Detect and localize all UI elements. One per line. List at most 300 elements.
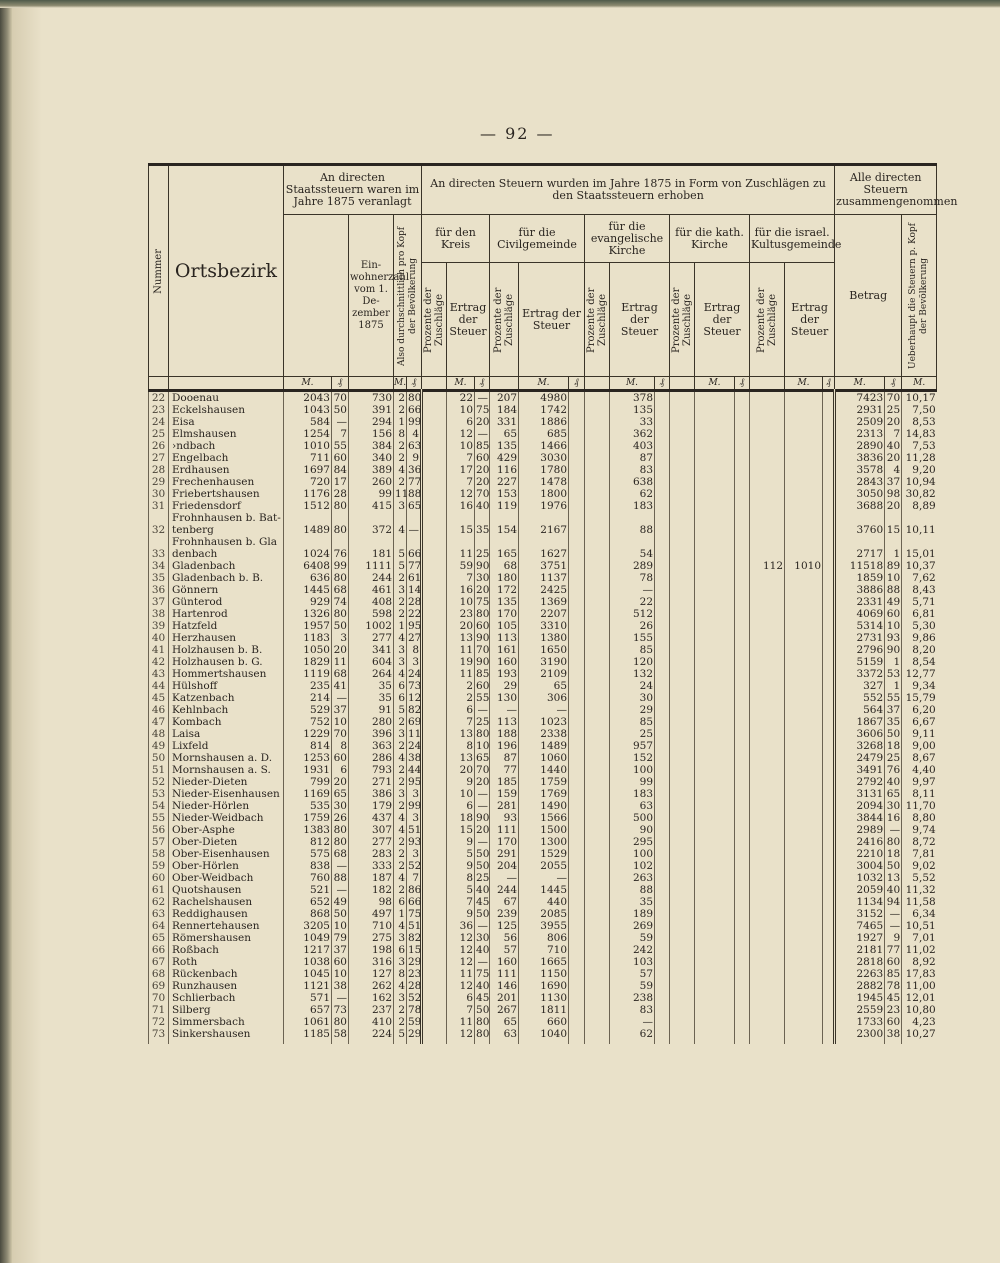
- cell-civil-ertrag-m: 1150: [519, 968, 569, 980]
- cell-civil-ertrag-m: 1759: [519, 776, 569, 788]
- cell-pro-kopf: 10,37: [902, 560, 937, 572]
- cell-nummer: 57: [149, 836, 169, 848]
- cell-pro-kopf: 10,11: [902, 512, 937, 536]
- cell-ev-ertrag-m: 500: [610, 812, 655, 824]
- cell-betrag-pf: 1: [885, 680, 902, 692]
- cell-betrag-pf: 88: [885, 584, 902, 596]
- cell-ortsbezirk: Römershausen: [169, 932, 284, 944]
- cell-betrag-pf: 20: [885, 416, 902, 428]
- cell-einwohner: 264: [349, 668, 394, 680]
- cell-empty: [569, 800, 585, 812]
- cell-kopf-pf: 52: [408, 860, 422, 872]
- unit-label: M.: [284, 377, 332, 391]
- cell-betrag-pf: 4: [885, 464, 902, 476]
- cell-kreis-ertrag-pf: 40: [476, 944, 490, 956]
- cell-empty: [695, 620, 735, 632]
- cell-empty: [585, 584, 610, 596]
- cell-nummer: 31: [149, 500, 169, 512]
- cell-ev-ertrag-m: 87: [610, 452, 655, 464]
- cell-kopf-pf: 93: [408, 836, 422, 848]
- unit-label: [422, 377, 447, 391]
- cell-civil-prozent: 160: [490, 656, 519, 668]
- cell-betrag-pf: 10: [885, 572, 902, 584]
- cell-kopf-pf: 82: [408, 704, 422, 716]
- cell-betrag-pf: —: [885, 908, 902, 920]
- cell-israel-prozent: [750, 404, 785, 416]
- cell-civil-prozent: 180: [490, 572, 519, 584]
- cell-civil-ertrag-m: 1060: [519, 752, 569, 764]
- header-ertrag: Ertrag der Steuer: [695, 263, 750, 377]
- cell-empty: [422, 884, 447, 896]
- cell-kreis-ertrag-pf: 90: [476, 656, 490, 668]
- header-kath-kirche: für die kath. Kirche: [670, 215, 750, 263]
- cell-empty: [695, 956, 735, 968]
- cell-ortsbezirk: Laisa: [169, 728, 284, 740]
- cell-empty: [735, 500, 750, 512]
- cell-staat-pf: 11: [332, 656, 349, 668]
- cell-kreis-ertrag-m: 7: [447, 572, 475, 584]
- cell-kreis-ertrag-m: 12: [447, 932, 475, 944]
- cell-nummer: 27: [149, 452, 169, 464]
- cell-empty: [585, 776, 610, 788]
- cell-empty: [735, 584, 750, 596]
- cell-staat-pf: 8: [332, 740, 349, 752]
- cell-empty: [655, 656, 670, 668]
- cell-israel-prozent: [750, 500, 785, 512]
- cell-staat-m: 1326: [284, 608, 332, 620]
- cell-israel-prozent: [750, 584, 785, 596]
- cell-empty: [735, 440, 750, 452]
- cell-ortsbezirk: Mornshausen a. S.: [169, 764, 284, 776]
- cell-empty: [670, 560, 695, 572]
- cell-empty: [823, 776, 835, 788]
- cell-kreis-ertrag-m: 11: [447, 668, 475, 680]
- cell-staat-pf: 73: [332, 1004, 349, 1016]
- cell-ortsbezirk: Engelbach: [169, 452, 284, 464]
- cell-kreis-ertrag-m: 6: [447, 800, 475, 812]
- cell-empty: [670, 644, 695, 656]
- header-prozente-label: Prozente der Zuschläge: [671, 286, 694, 353]
- cell-empty: [695, 944, 735, 956]
- cell-ortsbezirk: Eisa: [169, 416, 284, 428]
- cell-pro-kopf: 7,81: [902, 848, 937, 860]
- cell-betrag-pf: 15: [885, 512, 902, 536]
- cell-kopf-pf: 3: [407, 812, 422, 824]
- cell-staat-m: 1010: [284, 440, 332, 452]
- header-israel-gemeinde: für die israel. Kultusgemeinde: [750, 215, 835, 263]
- cell-betrag-pf: 10: [885, 620, 902, 632]
- cell-staat-pf: 3: [332, 632, 349, 644]
- cell-pro-kopf: 9,20: [902, 464, 937, 476]
- cell-civil-prozent: —: [490, 704, 519, 716]
- cell-einwohner: 372: [349, 512, 394, 536]
- table-row: [149, 608, 937, 620]
- cell-israel-ertrag-m: [785, 584, 823, 596]
- cell-staat-m: 1957: [284, 620, 332, 632]
- cell-empty: [670, 608, 695, 620]
- cell-betrag-m: 2717: [835, 536, 885, 560]
- cell-kopf-m: 2: [394, 836, 407, 848]
- cell-israel-prozent: [750, 632, 785, 644]
- cell-kreis-ertrag-pf: 25: [476, 872, 490, 884]
- table-row: [149, 488, 937, 500]
- cell-kreis-ertrag-m: 11: [447, 536, 475, 560]
- cell-empty: [735, 752, 750, 764]
- cell-empty: [735, 836, 750, 848]
- cell-empty: [422, 500, 447, 512]
- cell-ortsbezirk: Erdhausen: [169, 464, 284, 476]
- cell-staat-m: 652: [284, 896, 332, 908]
- cell-israel-ertrag-m: 1010: [785, 560, 823, 572]
- cell-nummer: 39: [149, 620, 169, 632]
- cell-kreis-ertrag-m: 7: [447, 1004, 475, 1016]
- cell-einwohner: 396: [349, 728, 394, 740]
- cell-empty: [655, 896, 670, 908]
- cell-empty: [655, 632, 670, 644]
- table-row: [149, 464, 937, 476]
- cell-kopf-pf: 22: [408, 608, 422, 620]
- cell-ev-ertrag-m: 512: [610, 608, 655, 620]
- cell-civil-prozent: 135: [490, 440, 519, 452]
- cell-empty: [735, 464, 750, 476]
- cell-einwohner: 179: [349, 800, 394, 812]
- cell-empty: [585, 512, 610, 536]
- cell-nummer: 43: [149, 668, 169, 680]
- cell-staat-pf: 70: [332, 728, 349, 740]
- cell-ortsbezirk: Sinkershausen: [169, 1028, 284, 1044]
- cell-empty: [735, 932, 750, 944]
- cell-kopf-pf: 3: [407, 788, 422, 800]
- cell-einwohner: 162: [349, 992, 394, 1004]
- tax-table: [148, 163, 958, 1044]
- cell-betrag-pf: 60: [885, 608, 902, 620]
- cell-kopf-pf: 29: [407, 1028, 422, 1044]
- cell-betrag-m: 1134: [835, 896, 885, 908]
- cell-empty: [695, 908, 735, 920]
- cell-empty: [823, 980, 835, 992]
- cell-empty: [422, 1004, 447, 1016]
- cell-betrag-m: 1945: [835, 992, 885, 1004]
- cell-einwohner: 35: [349, 680, 394, 692]
- cell-empty: [422, 812, 447, 824]
- cell-empty: [585, 884, 610, 896]
- cell-ortsbezirk: Ober-Weidbach: [169, 872, 284, 884]
- cell-empty: [670, 464, 695, 476]
- cell-empty: [823, 848, 835, 860]
- cell-pro-kopf: 8,43: [902, 584, 937, 596]
- cell-kopf-pf: 14: [408, 584, 422, 596]
- cell-einwohner: 277: [349, 836, 394, 848]
- cell-empty: [695, 992, 735, 1004]
- cell-israel-prozent: [750, 788, 785, 800]
- cell-nummer: 38: [149, 608, 169, 620]
- cell-empty: [569, 476, 585, 488]
- cell-empty: [670, 391, 695, 405]
- unit-label: M.: [519, 377, 569, 391]
- cell-nummer: 70: [149, 992, 169, 1004]
- cell-empty: [655, 776, 670, 788]
- cell-kopf-pf: 99: [408, 416, 422, 428]
- cell-empty: [585, 620, 610, 632]
- table-row: [149, 404, 937, 416]
- cell-empty: [695, 1028, 735, 1044]
- cell-empty: [422, 440, 447, 452]
- cell-empty: [695, 464, 735, 476]
- cell-empty: [823, 404, 835, 416]
- cell-kreis-ertrag-m: 20: [447, 620, 475, 632]
- cell-ev-ertrag-m: 88: [610, 512, 655, 536]
- header-nummer: [149, 165, 169, 377]
- cell-betrag-pf: 80: [885, 836, 902, 848]
- header-prozente-label: Prozente der Zuschläge: [493, 286, 516, 353]
- cell-civil-ertrag-m: 2109: [519, 668, 569, 680]
- cell-empty: [422, 776, 447, 788]
- cell-israel-prozent: [750, 932, 785, 944]
- cell-empty: [735, 404, 750, 416]
- cell-israel-prozent: [750, 956, 785, 968]
- cell-empty: [655, 788, 670, 800]
- cell-kreis-ertrag-m: 13: [447, 752, 475, 764]
- cell-kreis-ertrag-m: 18: [447, 812, 475, 824]
- table-row: [149, 668, 937, 680]
- cell-ev-ertrag-m: 25: [610, 728, 655, 740]
- cell-einwohner: 710: [349, 920, 394, 932]
- cell-betrag-pf: 1: [885, 536, 902, 560]
- cell-nummer: 58: [149, 848, 169, 860]
- cell-empty: [735, 391, 750, 405]
- cell-kreis-ertrag-pf: 80: [476, 1016, 490, 1028]
- cell-empty: [655, 956, 670, 968]
- cell-kreis-ertrag-pf: 80: [476, 608, 490, 620]
- cell-empty: [422, 391, 447, 405]
- cell-civil-prozent: 153: [490, 488, 519, 500]
- cell-empty: [823, 1004, 835, 1016]
- cell-kreis-ertrag-m: 11: [447, 1016, 475, 1028]
- cell-israel-prozent: [750, 391, 785, 405]
- cell-empty: [655, 980, 670, 992]
- cell-israel-prozent: [750, 944, 785, 956]
- cell-kreis-ertrag-pf: —: [475, 788, 490, 800]
- cell-empty: [670, 956, 695, 968]
- cell-betrag-m: 2181: [835, 944, 885, 956]
- cell-betrag-m: 3131: [835, 788, 885, 800]
- cell-staat-pf: 80: [332, 608, 349, 620]
- header-prozente-label: Prozente der Zuschläge: [423, 286, 446, 353]
- cell-israel-prozent: [750, 572, 785, 584]
- cell-betrag-pf: 37: [885, 704, 902, 716]
- cell-israel-prozent: [750, 872, 785, 884]
- cell-empty: [735, 704, 750, 716]
- cell-israel-prozent: [750, 980, 785, 992]
- cell-betrag-pf: 18: [885, 740, 902, 752]
- cell-kreis-ertrag-m: 36: [447, 920, 475, 932]
- cell-nummer: 37: [149, 596, 169, 608]
- cell-staat-m: 1049: [284, 932, 332, 944]
- cell-betrag-m: 2313: [835, 428, 885, 440]
- cell-israel-prozent: [750, 1028, 785, 1044]
- cell-israel-ertrag-m: [785, 680, 823, 692]
- cell-kreis-ertrag-pf: 35: [475, 512, 490, 536]
- cell-civil-ertrag-m: 2167: [519, 512, 569, 536]
- cell-nummer: 54: [149, 800, 169, 812]
- cell-staat-m: 1829: [284, 656, 332, 668]
- cell-empty: [422, 404, 447, 416]
- cell-empty: [655, 620, 670, 632]
- cell-betrag-pf: 7: [885, 428, 902, 440]
- cell-kreis-ertrag-m: 7: [447, 476, 475, 488]
- cell-staat-m: 1253: [284, 752, 332, 764]
- unit-label: M.: [835, 377, 885, 391]
- cell-betrag-pf: 65: [885, 788, 902, 800]
- cell-empty: [569, 776, 585, 788]
- cell-pro-kopf: 4,40: [902, 764, 937, 776]
- cell-staat-m: 1697: [284, 464, 332, 476]
- cell-empty: [422, 668, 447, 680]
- cell-betrag-m: 2818: [835, 956, 885, 968]
- cell-staat-m: 1119: [284, 668, 332, 680]
- cell-empty: [823, 740, 835, 752]
- cell-empty: [422, 716, 447, 728]
- cell-empty: [670, 656, 695, 668]
- cell-civil-prozent: 193: [490, 668, 519, 680]
- cell-einwohner: 244: [349, 572, 394, 584]
- cell-empty: [695, 764, 735, 776]
- cell-empty: [569, 416, 585, 428]
- cell-israel-ertrag-m: [785, 740, 823, 752]
- table-row: [149, 764, 937, 776]
- cell-kopf-m: 1: [394, 416, 407, 428]
- cell-kreis-ertrag-pf: 55: [476, 692, 490, 704]
- page-gutter-shadow: [12, 0, 42, 1263]
- cell-kreis-ertrag-pf: 60: [476, 452, 490, 464]
- cell-empty: [695, 824, 735, 836]
- cell-kreis-ertrag-pf: 20: [476, 476, 490, 488]
- cell-staat-m: 1229: [284, 728, 332, 740]
- cell-israel-prozent: [750, 860, 785, 872]
- cell-empty: [823, 932, 835, 944]
- cell-kreis-ertrag-pf: 70: [476, 644, 490, 656]
- header-nummer-label: Nummer: [153, 248, 164, 294]
- cell-kreis-ertrag-pf: 30: [476, 932, 490, 944]
- cell-empty: [569, 572, 585, 584]
- cell-nummer: 71: [149, 1004, 169, 1016]
- cell-staat-m: 1759: [284, 812, 332, 824]
- cell-civil-ertrag-m: 710: [519, 944, 569, 956]
- cell-betrag-m: 3836: [835, 452, 885, 464]
- cell-civil-ertrag-m: 1466: [519, 440, 569, 452]
- cell-ortsbezirk: Holzhausen b. G.: [169, 656, 284, 668]
- cell-civil-ertrag-m: 806: [519, 932, 569, 944]
- cell-civil-prozent: 111: [490, 968, 519, 980]
- cell-betrag-m: 327: [835, 680, 885, 692]
- cell-staat-m: 2043: [284, 391, 332, 405]
- cell-civil-ertrag-m: 3030: [519, 452, 569, 464]
- cell-israel-prozent: [750, 908, 785, 920]
- cell-israel-prozent: [750, 488, 785, 500]
- cell-empty: [569, 920, 585, 932]
- cell-kreis-ertrag-m: 7: [447, 716, 475, 728]
- cell-kreis-ertrag-pf: 30: [476, 572, 490, 584]
- cell-ortsbezirk: Ober-Eisenhausen: [169, 848, 284, 860]
- cell-empty: [695, 896, 735, 908]
- cell-empty: [823, 836, 835, 848]
- cell-empty: [585, 428, 610, 440]
- cell-staat-pf: 80: [332, 836, 349, 848]
- cell-nummer: 53: [149, 788, 169, 800]
- cell-staat-m: 1383: [284, 824, 332, 836]
- table-row: [149, 896, 937, 908]
- cell-nummer: 62: [149, 896, 169, 908]
- cell-civil-prozent: 161: [490, 644, 519, 656]
- cell-civil-prozent: 227: [490, 476, 519, 488]
- cell-nummer: 60: [149, 872, 169, 884]
- cell-kopf-m: 4: [394, 824, 407, 836]
- cell-empty: [655, 752, 670, 764]
- cell-betrag-pf: 40: [885, 440, 902, 452]
- cell-betrag-m: 2479: [835, 752, 885, 764]
- cell-kreis-ertrag-m: 13: [447, 632, 475, 644]
- table-row: [149, 944, 937, 956]
- cell-empty: [569, 788, 585, 800]
- cell-empty: [695, 452, 735, 464]
- cell-empty: [670, 776, 695, 788]
- cell-kreis-ertrag-m: 10: [447, 404, 475, 416]
- cell-empty: [569, 488, 585, 500]
- cell-staat-pf: 30: [332, 800, 349, 812]
- cell-empty: [422, 728, 447, 740]
- cell-kopf-m: 8: [394, 968, 407, 980]
- cell-kopf-pf: 15: [408, 944, 422, 956]
- cell-kopf-pf: 77: [408, 476, 422, 488]
- cell-ev-ertrag-m: 33: [610, 416, 655, 428]
- cell-empty: [695, 500, 735, 512]
- cell-civil-ertrag-m: 1650: [519, 644, 569, 656]
- cell-pro-kopf: 6,20: [902, 704, 937, 716]
- cell-civil-prozent: 267: [490, 1004, 519, 1016]
- cell-kopf-m: 4: [394, 812, 407, 824]
- cell-empty: [585, 1028, 610, 1044]
- cell-empty: [735, 560, 750, 572]
- cell-pro-kopf: 5,52: [902, 872, 937, 884]
- cell-nummer: 24: [149, 416, 169, 428]
- cell-israel-ertrag-m: [785, 464, 823, 476]
- cell-empty: [695, 440, 735, 452]
- cell-kopf-m: 6: [394, 896, 407, 908]
- cell-ev-ertrag-m: 183: [610, 500, 655, 512]
- cell-empty: [422, 656, 447, 668]
- table-body: [149, 391, 937, 1045]
- cell-kreis-ertrag-pf: 20: [476, 464, 490, 476]
- cell-ortsbezirk: Ober-Dieten: [169, 836, 284, 848]
- cell-ev-ertrag-m: 62: [610, 488, 655, 500]
- cell-staat-m: 1061: [284, 1016, 332, 1028]
- unit-label: ₰: [823, 377, 835, 391]
- cell-staat-pf: 50: [332, 908, 349, 920]
- cell-empty: [695, 391, 735, 405]
- cell-pro-kopf: 8,53: [902, 416, 937, 428]
- cell-empty: [585, 1004, 610, 1016]
- cell-israel-ertrag-m: [785, 764, 823, 776]
- cell-civil-prozent: 65: [490, 428, 519, 440]
- cell-empty: [735, 644, 750, 656]
- cell-empty: [823, 620, 835, 632]
- cell-empty: [695, 680, 735, 692]
- cell-einwohner: 283: [349, 848, 394, 860]
- cell-empty: [569, 908, 585, 920]
- cell-einwohner: 307: [349, 824, 394, 836]
- cell-pro-kopf: 10,94: [902, 476, 937, 488]
- cell-empty: [670, 788, 695, 800]
